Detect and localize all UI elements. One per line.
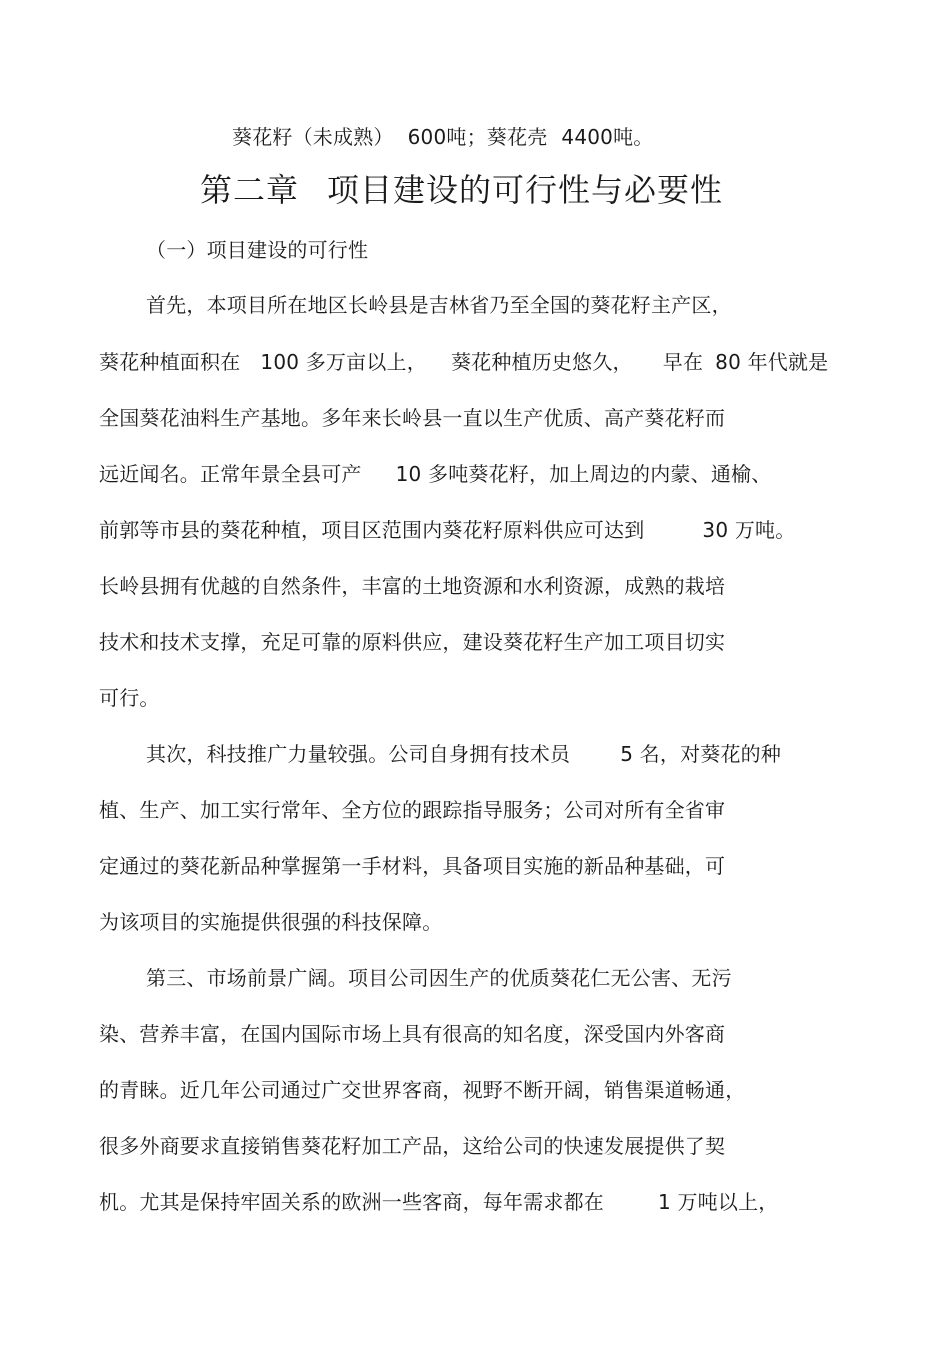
body-line (146, 291, 732, 319)
line-text: 可行。 (99, 686, 160, 710)
body-line (99, 572, 725, 600)
top-line-num2: 4400 (561, 125, 614, 149)
line-text: 葵花种植面积在 (99, 350, 241, 374)
line-text: 染、营养丰富，在国内国际市场上具有很高的知名度，深受国内外客商 (99, 1022, 726, 1046)
body-line (99, 1076, 745, 1104)
line-text: 为该项目的实施提供很强的科技保障。 (99, 910, 443, 934)
chapter-name: 项目建设的可行性与必要性 (327, 171, 724, 209)
line-text: 5 名，对葵花的种 (620, 742, 782, 766)
line-text: 植、生产、加工实行常年、全方位的跟踪指导服务；公司对所有全省审 (99, 798, 726, 822)
line-text: 第三、市场前景广阔。项目公司因生产的优质葵花仁无公害、无污 (146, 966, 732, 990)
line-text: 前郭等市县的葵花种植，项目区范围内葵花籽原料供应可达到 (99, 518, 645, 542)
body-line (99, 348, 828, 376)
top-line-part1: 葵花籽（未成熟） (232, 125, 394, 149)
body-line (99, 404, 725, 432)
body-line (99, 796, 725, 824)
line-text: 长岭县拥有优越的自然条件，丰富的土地资源和水利资源，成熟的栽培 (99, 574, 726, 598)
line-text: 全国葵花油料生产基地。多年来长岭县一直以生产优质、高产葵花籽而 (99, 406, 726, 430)
body-line (99, 908, 442, 936)
line-text: 30 万吨。 (702, 518, 796, 542)
line-text: 的青睐。近几年公司通过广交世界客商，视野不断开阔，销售渠道畅通， (99, 1078, 746, 1102)
body-line (99, 460, 771, 488)
body-line (99, 684, 160, 712)
line-text: 葵花种植历史悠久， (450, 350, 633, 374)
top-line (232, 123, 654, 151)
line-text: 技术和技术支撑，充足可靠的原料供应，建设葵花籽生产加工项目切实 (99, 630, 726, 654)
line-text: 远近闻名。正常年景全县可产 (99, 462, 362, 486)
line-text: 机。尤其是保持牢固关系的欧洲一些客商，每年需求都在 (99, 1190, 604, 1214)
body-line (99, 516, 795, 544)
chapter-number: 第二章 (200, 171, 300, 209)
body-line (99, 1020, 725, 1048)
line-text: 10 多吨葵花籽，加上周边的内蒙、通榆、 (395, 462, 772, 486)
line-text: 80 年代就是 (715, 350, 829, 374)
chapter-title (200, 168, 723, 212)
body-line (146, 964, 732, 992)
line-text: 首先，本项目所在地区长岭县是吉林省乃至全国的葵花籽主产区， (146, 293, 732, 317)
top-line-part3: 吨。 (613, 125, 654, 149)
section-heading: （一）项目建设的可行性 (146, 238, 369, 262)
line-text: 定通过的葵花新品种掌握第一手材料，具备项目实施的新品种基础，可 (99, 854, 726, 878)
body-line (99, 1132, 725, 1160)
line-text: 其次，科技推广力量较强。公司自身拥有技术员 (146, 742, 571, 766)
line-text: 早在 (662, 350, 704, 374)
body-line (99, 628, 725, 656)
line-text: 很多外商要求直接销售葵花籽加工产品，这给公司的快速发展提供了契 (99, 1134, 726, 1158)
body-line (99, 1188, 778, 1216)
line-text: 100 多万亩以上， (260, 350, 427, 374)
top-line-num1: 600 (407, 125, 447, 149)
top-line-part2: 吨；葵花壳 (446, 125, 548, 149)
line-text: 1 万吨以上， (658, 1190, 779, 1214)
body-line (146, 740, 781, 768)
body-line (99, 852, 725, 880)
